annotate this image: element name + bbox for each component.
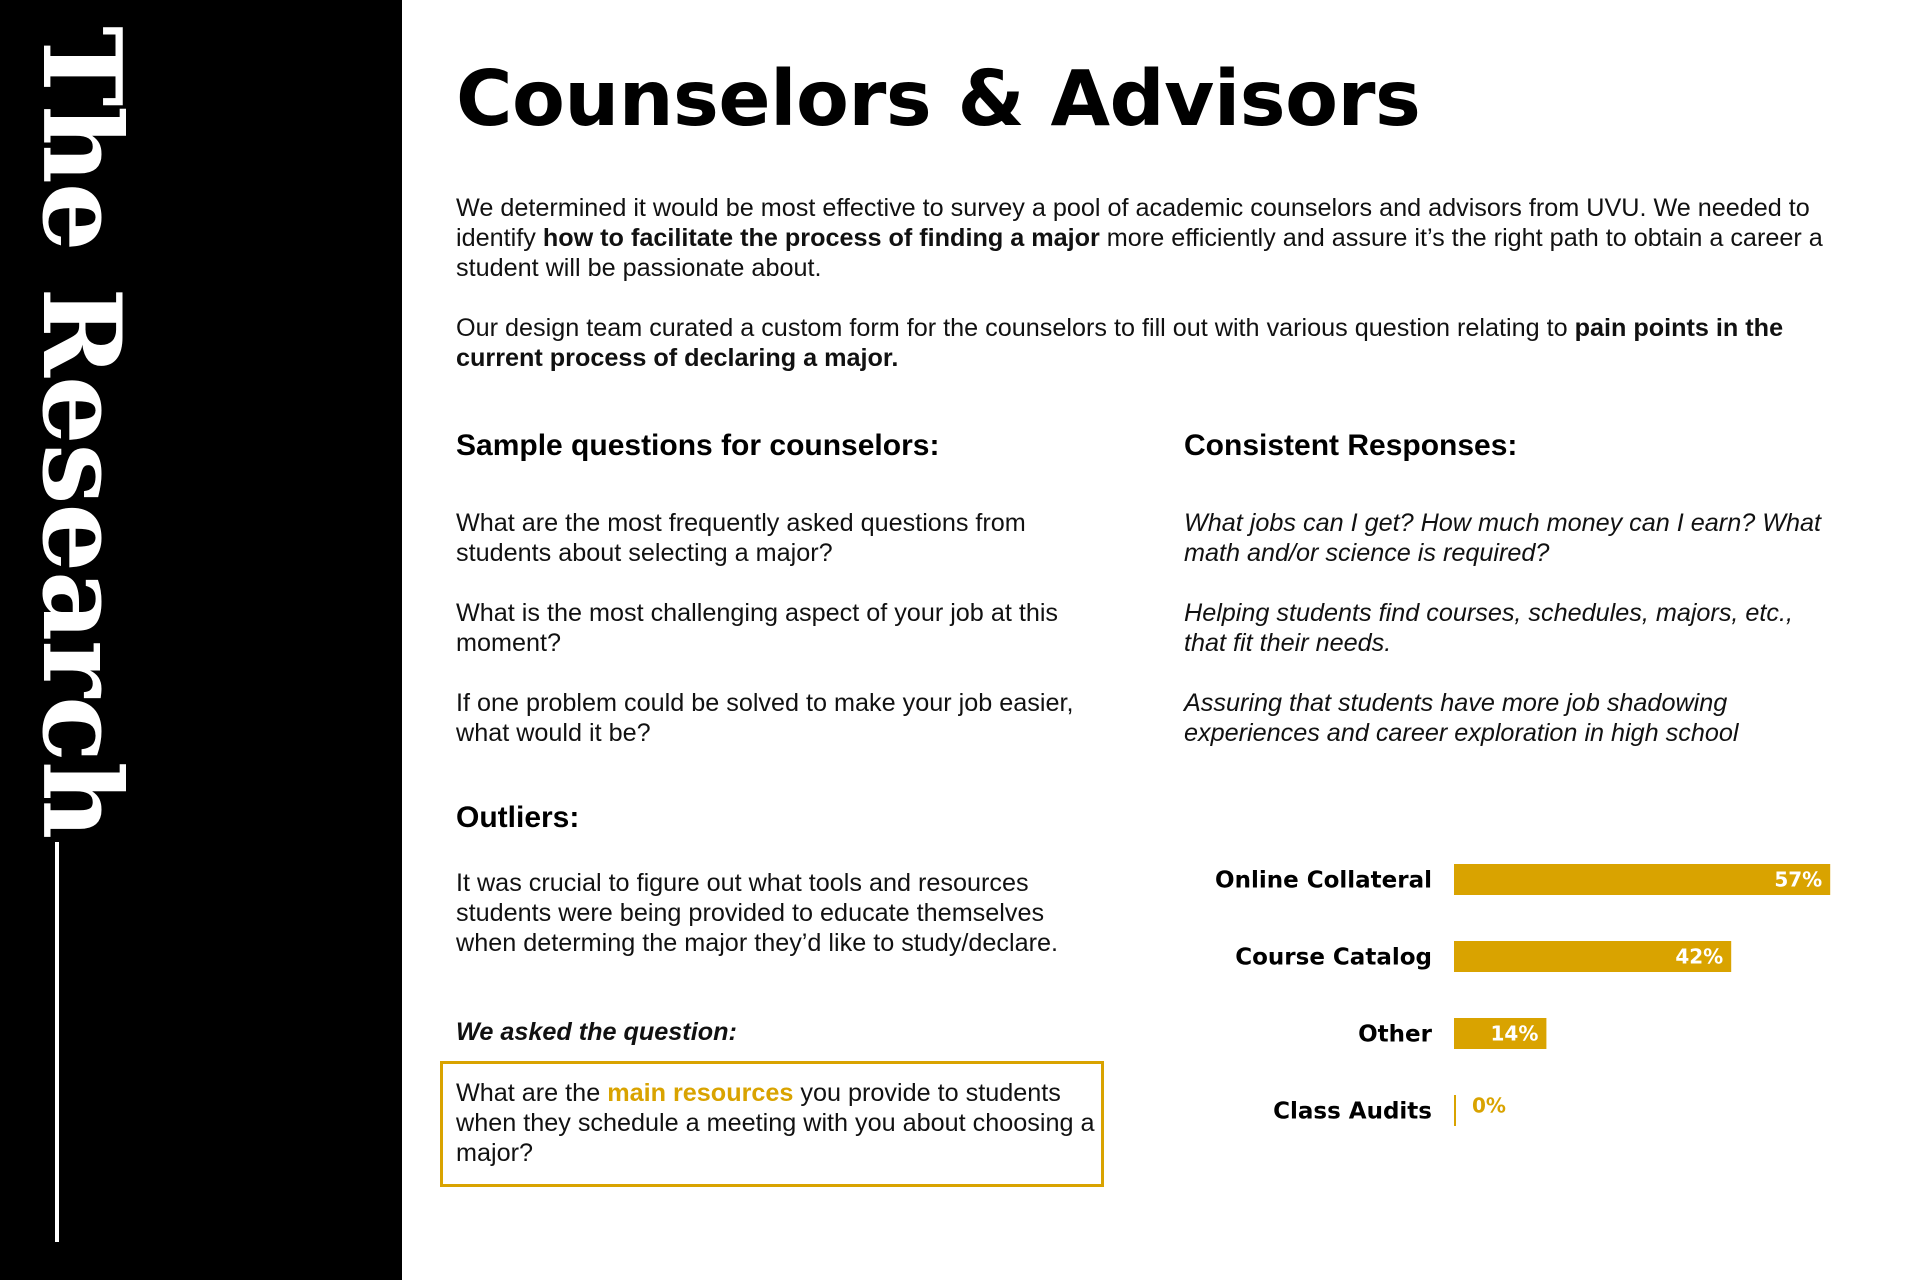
highlight-question (456, 1078, 1096, 1168)
chart-category-label: Class Audits (1273, 1098, 1432, 1125)
outliers-body: It was crucial to figure out what tools and resources students were being provided to educate themselves when determing the major they’d like to study/declare. (456, 869, 1059, 957)
outliers-heading: Outliers: (456, 801, 580, 834)
chart-category-label: Online Collateral (1215, 867, 1432, 894)
intro-text: We determined it would be most effective to survey a pool of academic counselors and advisors from UVU. We needed to identify (456, 194, 1810, 252)
sidebar (0, 0, 402, 1280)
intro-emphasis: pain points in the current process of declaring a major. (456, 314, 1784, 372)
resources-bar-chart (1160, 840, 1880, 1140)
page-title: Counselors & Advisors (456, 55, 1421, 144)
intro-emphasis: how to facilitate the process of finding a major (542, 224, 1100, 252)
question-item: What are the most frequently asked questions from students about selecting a major? (456, 509, 1026, 567)
intro-paragraph-2 (456, 313, 1836, 373)
sidebar-divider (55, 842, 59, 1242)
chart-svg (1160, 840, 1880, 1140)
questions-heading: Sample questions for counselors: (456, 429, 940, 462)
intro-text: Our design team curated a custom form for the counselors to fill out with various question relating to (456, 314, 1575, 342)
question-item: What is the most challenging aspect of your job at this moment? (456, 599, 1059, 657)
question-text: What are the (456, 1079, 608, 1107)
intro-text: more efficiently and assure it’s the right path to obtain a career a student will be passionate about. (456, 224, 1823, 282)
chart-category-label: Other (1358, 1021, 1432, 1048)
chart-value-label: 0% (1472, 1093, 1506, 1118)
response-item: Assuring that students have more job shadowing experiences and career exploration in high school (1184, 689, 1739, 747)
question-text: you provide to students when they schedule a meeting with you about choosing a major? (456, 1079, 1095, 1167)
responses-heading: Consistent Responses: (1184, 429, 1518, 462)
chart-value-label: 42% (1675, 944, 1724, 969)
response-item: Helping students find courses, schedules, majors, etc., that fit their needs. (1184, 599, 1794, 657)
main-resources-emphasis: main resources (607, 1079, 794, 1107)
response-item: What jobs can I get? How much money can I earn? What math and/or science is required? (1184, 509, 1821, 567)
chart-category-label: Course Catalog (1235, 944, 1432, 971)
asked-label: We asked the question: (456, 1018, 737, 1046)
question-item: If one problem could be solved to make your job easier, what would it be? (456, 689, 1074, 747)
chart-value-label: 14% (1490, 1021, 1539, 1046)
chart-value-label: 57% (1774, 867, 1823, 892)
chart-bar (1454, 1095, 1456, 1126)
intro-paragraph-1 (456, 193, 1836, 283)
sidebar-title: The Research (18, 26, 144, 839)
